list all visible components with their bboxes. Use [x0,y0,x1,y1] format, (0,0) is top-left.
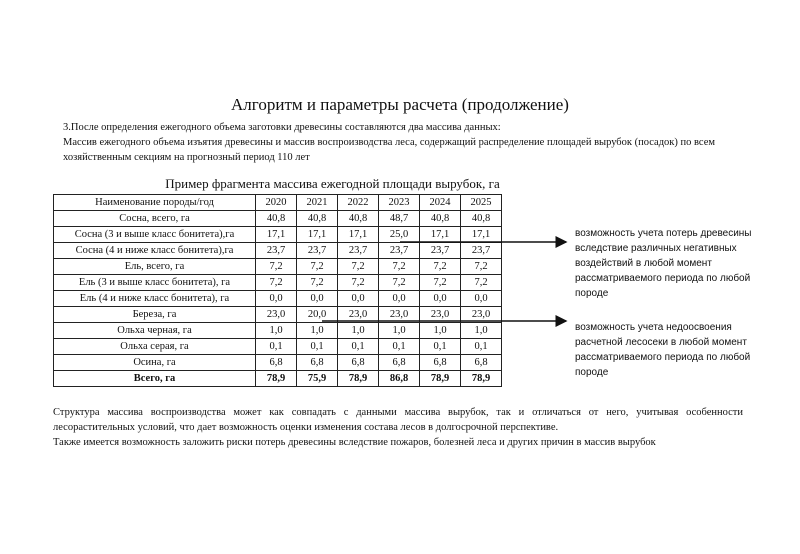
value-cell: 1,0 [461,323,502,339]
value-cell: 23,0 [338,307,379,323]
value-cell: 6,8 [256,355,297,371]
value-cell: 0,1 [379,339,420,355]
header-year: 2020 [256,195,297,211]
species-cell: Береза, га [54,307,256,323]
value-cell: 6,8 [297,355,338,371]
value-cell: 1,0 [297,323,338,339]
value-cell: 7,2 [338,259,379,275]
species-cell: Сосна (4 и ниже класс бонитета),га [54,243,256,259]
value-cell: 6,8 [379,355,420,371]
value-cell: 40,8 [256,211,297,227]
species-cell: Ель, всего, га [54,259,256,275]
value-cell: 7,2 [297,259,338,275]
value-cell: 17,1 [256,227,297,243]
species-cell: Сосна, всего, га [54,211,256,227]
value-cell: 7,2 [256,259,297,275]
annotation-underuse: возможность учета недоосвоения расчетной лесосеки в любой момент рассматриваемого периода по любой породе [575,322,751,378]
header-year: 2024 [420,195,461,211]
value-cell: 75,9 [297,371,338,387]
value-cell: 1,0 [420,323,461,339]
value-cell: 0,0 [379,291,420,307]
value-cell: 17,1 [297,227,338,243]
value-cell: 1,0 [379,323,420,339]
value-cell: 78,9 [461,371,502,387]
value-cell: 7,2 [420,259,461,275]
header-year: 2021 [297,195,338,211]
value-cell: 40,8 [338,211,379,227]
value-cell: 0,1 [420,339,461,355]
value-cell: 23,0 [420,307,461,323]
value-cell: 40,8 [297,211,338,227]
value-cell: 1,0 [256,323,297,339]
species-cell: Осина, га [54,355,256,371]
value-cell: 0,0 [338,291,379,307]
value-cell: 17,1 [338,227,379,243]
annotation-losses: возможность учета потерь древесины вследствие различных негативных воздействий в любой момент рассматриваемого периода по любой породе [575,228,752,299]
value-cell: 7,2 [338,275,379,291]
value-cell: 23,7 [420,243,461,259]
intro-line-1: 3.После определения ежегодного объема заготовки древесины составляются два массива данных: [63,122,501,133]
value-cell: 23,7 [297,243,338,259]
value-cell: 23,0 [256,307,297,323]
value-cell: 0,0 [420,291,461,307]
value-cell: 1,0 [338,323,379,339]
footer-paragraph-1: Структура массива воспроизводства может как совпадать с данными массива вырубок, так и отличаться от него, учитывая особенности лесорастительных условий, что дает возможность оценки изменения состава лесов в долгосрочной перспективе. [53,407,743,433]
value-cell: 7,2 [461,275,502,291]
species-cell: Всего, га [54,371,256,387]
header-year: 2025 [461,195,502,211]
value-cell: 7,2 [379,275,420,291]
value-cell: 0,1 [297,339,338,355]
intro-line-2: Массив ежегодного объема изъятия древесины и массив воспроизводства леса, содержащий распределение площадей вырубок (посадок) по всем хозяйственным секциям на прогнозный период 110 лет [63,137,715,163]
value-cell: 7,2 [256,275,297,291]
value-cell: 40,8 [420,211,461,227]
value-cell: 23,7 [256,243,297,259]
value-cell: 6,8 [338,355,379,371]
value-cell: 7,2 [461,259,502,275]
page-title: Алгоритм и параметры расчета (продолжение) [231,95,569,114]
footer-paragraph-2: Также имеется возможность заложить риски потерь древесины вследствие пожаров, болезней леса и других причин в массив вырубок [53,437,656,448]
value-cell: 23,7 [461,243,502,259]
species-cell: Ольха серая, га [54,339,256,355]
value-cell: 0,0 [297,291,338,307]
value-cell: 7,2 [420,275,461,291]
value-cell: 0,0 [461,291,502,307]
value-cell: 86,8 [379,371,420,387]
value-cell: 0,1 [461,339,502,355]
value-cell: 78,9 [420,371,461,387]
footer-text [53,405,743,450]
value-cell: 0,0 [256,291,297,307]
value-cell: 6,8 [461,355,502,371]
value-cell: 23,7 [379,243,420,259]
value-cell: 7,2 [297,275,338,291]
header-year: 2022 [338,195,379,211]
value-cell: 40,8 [461,211,502,227]
value-cell: 20,0 [297,307,338,323]
table-caption: Пример фрагмента массива ежегодной площади вырубок, га [165,176,500,191]
value-cell: 7,2 [379,259,420,275]
value-cell: 25,0 [379,227,420,243]
value-cell: 23,0 [379,307,420,323]
value-cell: 0,1 [338,339,379,355]
value-cell: 23,7 [338,243,379,259]
species-cell: Ольха черная, га [54,323,256,339]
value-cell: 0,1 [256,339,297,355]
species-cell: Ель (4 и ниже класс бонитета), га [54,291,256,307]
value-cell: 23,0 [461,307,502,323]
value-cell: 48,7 [379,211,420,227]
species-cell: Ель (3 и выше класс бонитета), га [54,275,256,291]
value-cell: 78,9 [338,371,379,387]
header-year: 2023 [379,195,420,211]
value-cell: 17,1 [420,227,461,243]
species-cell: Сосна (3 и выше класс бонитета),га [54,227,256,243]
value-cell: 6,8 [420,355,461,371]
header-species: Наименование породы/год [54,195,256,211]
value-cell: 78,9 [256,371,297,387]
value-cell: 17,1 [461,227,502,243]
